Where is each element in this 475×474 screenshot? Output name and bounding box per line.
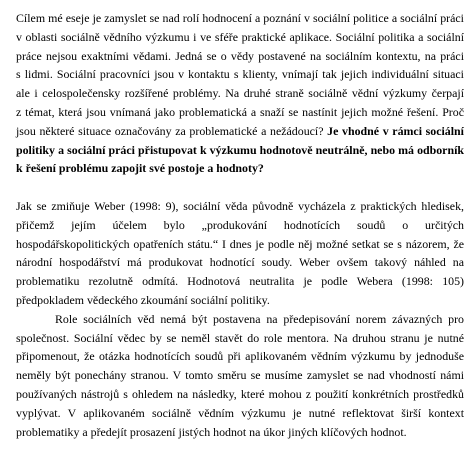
text-line: problematiku rezolutně odmítá. Hodnotová neutralita je podle Webera (1998: 105) [16, 274, 464, 289]
research-question-line: k řešení problému zapojit své postoje a hodnoty? [16, 161, 264, 176]
text-line: přičemž jejím účelem bylo „produkování hodnotících soudů o určitých [16, 217, 464, 232]
text-line: národní hospodářství má produkovat hodnotící soudy. Weber ovšem takový náhled na [16, 255, 464, 270]
research-question-start: Je vhodné v rámci sociální [327, 123, 464, 138]
text-line: Role sociálních věd nemá být postavena na předepisování norem závazných pro [55, 311, 464, 326]
text-line: práce nejsou exaktními vědami. Jedná se o vědy postavené na sociálním kontextu, na práci [16, 48, 464, 63]
document-page [16, 9, 464, 441]
text-line: neměly být ponechány stranou. V tomto směru se musíme zamyslet se nad vhodností námi [16, 368, 464, 383]
text-line [16, 122, 464, 141]
text-line-regular: jsou některé situace označovány za problematické a nežádoucí? [16, 123, 324, 138]
text-line: připomenout, že otázka hodnotících soudů při aplikovaném vědním výzkumu by jednoduše [16, 349, 464, 364]
text-line: ale i celospolečensky rozšířené problémy. Na druhé straně sociálně vědní výzkumy čerpají [16, 86, 464, 101]
text-line: hospodářskopolitických opatřeních státu.“ I dnes je podle něj možné setkat se s názorem, že [16, 236, 464, 251]
paragraph-3 [16, 310, 464, 442]
paragraph-2 [16, 197, 464, 310]
paragraph-1 [16, 9, 464, 178]
text-line: s lidmi. Sociální pracovníci jsou v kontaktu s klienty, vnímají tak jejich individuální situaci [16, 67, 464, 82]
text-line: z témat, která jsou vnímaná jako problematická a snaží se nastínit jejich možné řešení. Proč [16, 104, 464, 119]
text-line: problematiky a předejít prosazení jistých hodnot na úkor jiných klíčových hodnot. [16, 424, 407, 439]
text-line: Cílem mé eseje je zamyslet se nad rolí hodnocení a poznání v sociální politice a sociální práci [16, 11, 464, 25]
text-line: předpokladem vědeckého zkoumání sociální politiky. [16, 292, 270, 307]
research-question-line: politiky a sociální práci přistupovat k výzkumu hodnotově neutrálně, nebo má odborník [16, 142, 464, 157]
text-line: Jak se zmiňuje Weber (1998: 9), sociální věda původně vycházela z praktických hledisek, [16, 198, 464, 213]
text-line: v oblasti sociálně vědního výzkumu i ve sféře praktické aplikace. Sociální politika a sociální [16, 29, 464, 44]
paragraph-gap [16, 178, 464, 197]
text-line: používaných nástrojů s ohledem na následky, které mohou z použití konkrétních prostředků [16, 386, 464, 401]
text-line: vyplývat. V aplikovaném sociálně vědním výzkumu je nutné reflektovat širší kontext [16, 405, 464, 420]
text-line: společnost. Sociální vědec by se neměl stavět do role mentora. Na druhou stranu je nutné [16, 330, 464, 345]
